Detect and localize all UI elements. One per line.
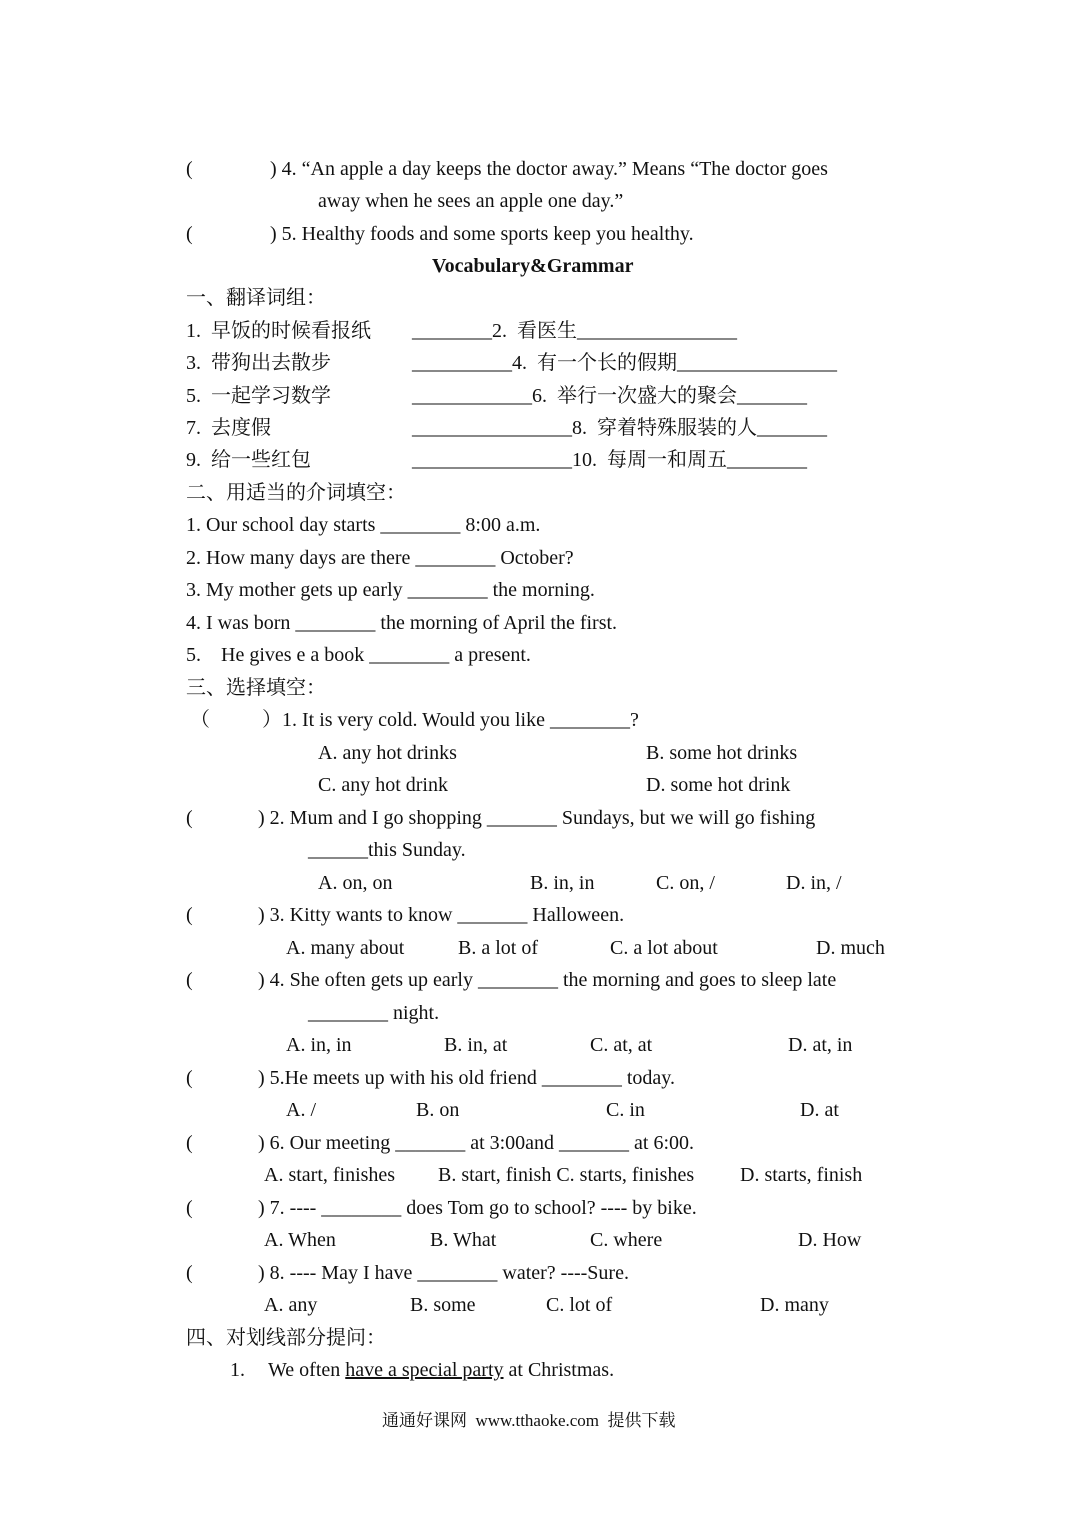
q1-option-d: D. some hot drink bbox=[646, 774, 791, 796]
q6-option-a: A. start, finishes bbox=[264, 1164, 396, 1186]
q2-stem-cont: ______this Sunday. bbox=[308, 839, 466, 861]
s1-item-left: 9. 给一些红包 bbox=[186, 449, 311, 471]
q4-stem-cont: ________ night. bbox=[308, 1002, 440, 1024]
q8-stem: ) 8. ---- May I have ________ water? ----Sure. bbox=[258, 1262, 629, 1284]
s1-item-right: ____________6. 举行一次盛大的聚会_______ bbox=[412, 385, 807, 407]
q5-option-b: B. on bbox=[416, 1099, 460, 1121]
s2-item: 2. How many days are there ________ October? bbox=[186, 547, 574, 569]
q2-option-b: B. in, in bbox=[530, 872, 595, 894]
s1-item-left: 3. 带狗出去散步 bbox=[186, 352, 331, 374]
s4-heading: 四、对划线部分提问： bbox=[186, 1327, 386, 1349]
q8-paren: ( bbox=[186, 1262, 193, 1284]
s1-item-right: ________________10. 每周一和周五________ bbox=[412, 449, 807, 471]
q7-option-c: C. where bbox=[590, 1229, 663, 1251]
s1-item-left: 7. 去度假 bbox=[186, 417, 271, 439]
q5-option-c: C. in bbox=[606, 1099, 645, 1121]
q7-paren: ( bbox=[186, 1197, 193, 1219]
q8-option-c: C. lot of bbox=[546, 1294, 613, 1316]
q7-option-a: A. When bbox=[264, 1229, 336, 1251]
s4-before: We often bbox=[268, 1359, 346, 1381]
q6-option-d: D. starts, finish bbox=[740, 1164, 863, 1186]
s2-item: 1. Our school day starts ________ 8:00 a.m. bbox=[186, 514, 541, 536]
s4-item-sentence bbox=[268, 1357, 614, 1383]
tf-paren: ( bbox=[186, 223, 193, 245]
q3-option-d: D. much bbox=[816, 937, 885, 959]
q5-option-d: D. at bbox=[800, 1099, 839, 1121]
q4-option-d: D. at, in bbox=[788, 1034, 853, 1056]
s1-item-left: 1. 早饭的时候看报纸 bbox=[186, 320, 371, 342]
q7-stem: ) 7. ---- ________ does Tom go to school? ---- by bike. bbox=[258, 1197, 697, 1219]
q3-paren: ( bbox=[186, 904, 193, 926]
q1-option-b: B. some hot drinks bbox=[646, 742, 798, 764]
q4-paren: ( bbox=[186, 969, 193, 991]
q2-stem: ) 2. Mum and I go shopping _______ Sundays, but we will go fishing bbox=[258, 807, 816, 829]
section-title: Vocabulary&Grammar bbox=[432, 255, 634, 277]
q6-stem: ) 6. Our meeting _______ at 3:00and _______ at 6:00. bbox=[258, 1132, 695, 1154]
q1-paren: （ bbox=[190, 709, 210, 731]
q4-stem: ) 4. She often gets up early ________ the morning and goes to sleep late bbox=[258, 969, 837, 991]
q4-option-b: B. in, at bbox=[444, 1034, 508, 1056]
page-footer: 通通好课网 www.tthaoke.com 提供下载 bbox=[382, 1411, 676, 1430]
q2-option-c: C. on, / bbox=[656, 872, 715, 894]
q3-option-b: B. a lot of bbox=[458, 937, 538, 959]
s1-item-right: ________2. 看医生________________ bbox=[412, 320, 737, 342]
s2-heading: 二、用适当的介词填空： bbox=[186, 482, 406, 504]
q7-option-d: D. How bbox=[798, 1229, 862, 1251]
q6-option-bc: B. start, finish C. starts, finishes bbox=[438, 1164, 695, 1186]
tf-item-4: ) 4. “An apple a day keeps the doctor away.” Means “The doctor goes bbox=[270, 158, 828, 180]
q2-paren: ( bbox=[186, 807, 193, 829]
s1-item-right: ________________8. 穿着特殊服装的人_______ bbox=[412, 417, 827, 439]
q8-option-d: D. many bbox=[760, 1294, 829, 1316]
s2-item: 3. My mother gets up early ________ the morning. bbox=[186, 579, 595, 601]
s3-heading: 三、选择填空： bbox=[186, 677, 326, 699]
s2-item: 4. I was born ________ the morning of April the first. bbox=[186, 612, 618, 634]
q3-option-c: C. a lot about bbox=[610, 937, 718, 959]
q5-paren: ( bbox=[186, 1067, 193, 1089]
q6-paren: ( bbox=[186, 1132, 193, 1154]
s1-heading: 一、翻译词组： bbox=[186, 287, 326, 309]
q5-option-a: A. / bbox=[286, 1099, 316, 1121]
q5-stem: ) 5.He meets up with his old friend ________ today. bbox=[258, 1067, 675, 1089]
s1-item-right: __________4. 有一个长的假期________________ bbox=[412, 352, 837, 374]
s2-item: 5. He gives e a book ________ a present. bbox=[186, 644, 531, 666]
tf-item-5: ) 5. Healthy foods and some sports keep you healthy. bbox=[270, 223, 694, 245]
q1-option-a: A. any hot drinks bbox=[318, 742, 457, 764]
q8-option-a: A. any bbox=[264, 1294, 318, 1316]
q4-option-c: C. at, at bbox=[590, 1034, 653, 1056]
s4-underlined: have a special party bbox=[345, 1359, 504, 1381]
q2-option-a: A. on, on bbox=[318, 872, 393, 894]
s4-item-num: 1. bbox=[230, 1359, 245, 1381]
q3-stem: ) 3. Kitty wants to know _______ Halloween. bbox=[258, 904, 625, 926]
q3-option-a: A. many about bbox=[286, 937, 405, 959]
q1-stem: ）1. It is very cold. Would you like ________? bbox=[262, 709, 639, 731]
q7-option-b: B. What bbox=[430, 1229, 497, 1251]
s1-item-left: 5. 一起学习数学 bbox=[186, 385, 331, 407]
tf-item-4-cont: away when he sees an apple one day.” bbox=[318, 190, 624, 212]
q1-option-c: C. any hot drink bbox=[318, 774, 448, 796]
q4-option-a: A. in, in bbox=[286, 1034, 352, 1056]
tf-paren: ( bbox=[186, 158, 193, 180]
q2-option-d: D. in, / bbox=[786, 872, 842, 894]
q8-option-b: B. some bbox=[410, 1294, 476, 1316]
s4-after: at Christmas. bbox=[503, 1359, 615, 1381]
